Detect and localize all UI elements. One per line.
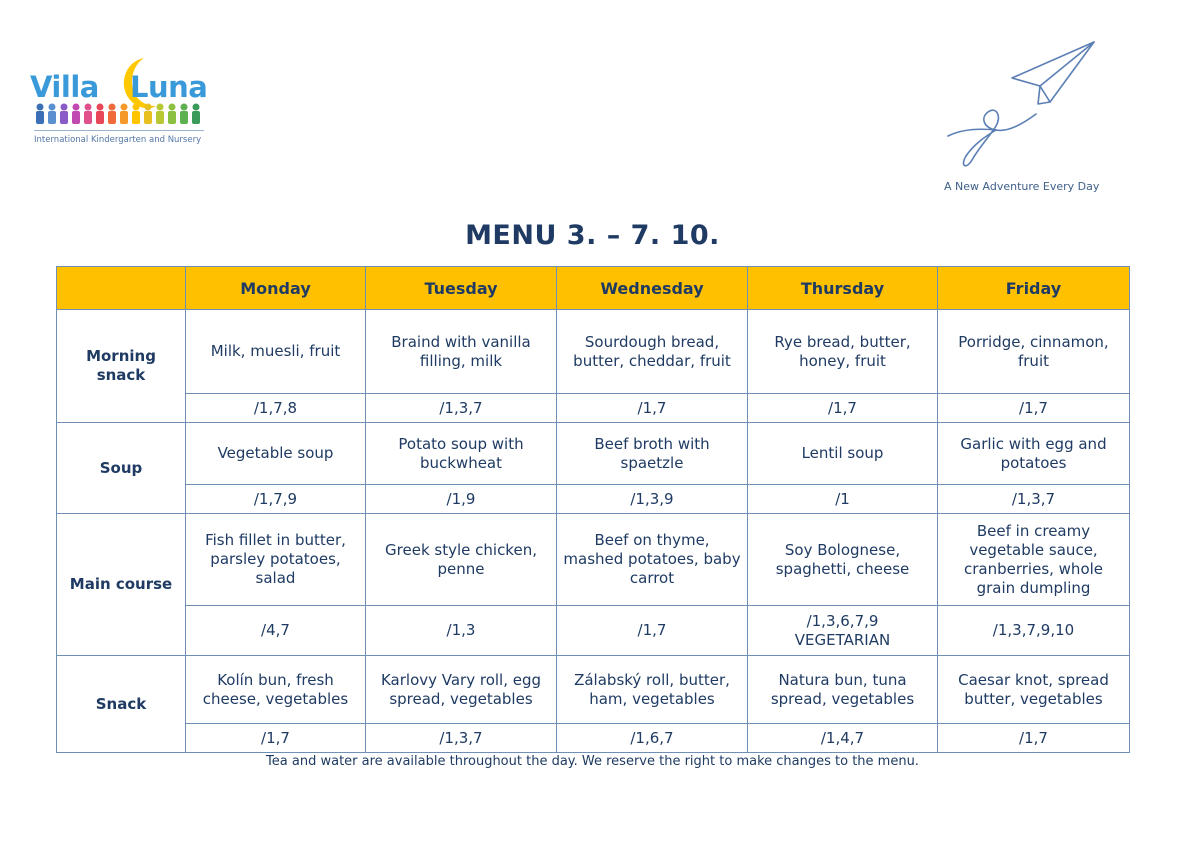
logo-word-villa: Villa [30, 70, 99, 104]
allergen-cell: /1,3 [366, 606, 557, 656]
dish-cell: Kolín bun, fresh cheese, vegetables [186, 656, 366, 724]
allergen-cell: /1,3,7,9,10 [938, 606, 1130, 656]
weekly-menu-table [56, 266, 1130, 753]
dish-cell: Greek style chicken, penne [366, 514, 557, 606]
table-header-row [57, 267, 1130, 310]
allergen-cell: /1,3,7 [366, 394, 557, 423]
allergen-cell: /1,7 [557, 606, 748, 656]
day-header-wednesday: Wednesday [557, 267, 748, 310]
dish-cell: Rye bread, butter, honey, fruit [748, 310, 938, 394]
footnote: Tea and water are available throughout the day. We reserve the right to make changes to the menu. [266, 754, 919, 769]
row-label-main-course: Main course [57, 514, 186, 656]
logo-subtitle: International Kindergarten and Nursery [34, 135, 202, 145]
dish-cell: Braind with vanilla filling, milk [366, 310, 557, 394]
allergen-cell: /1,9 [366, 485, 557, 514]
allergen-cell: /1 [748, 485, 938, 514]
allergen-cell: /1,6,7 [557, 724, 748, 753]
allergen-cell: /1,7,8 [186, 394, 366, 423]
tagline: A New Adventure Every Day [944, 180, 1100, 193]
table-row [57, 514, 1130, 606]
allergen-cell: /1,7 [938, 394, 1130, 423]
corner-cell [57, 267, 186, 310]
day-header-thursday: Thursday [748, 267, 938, 310]
allergen-cell: /4,7 [186, 606, 366, 656]
dish-cell: Natura bun, tuna spread, vegetables [748, 656, 938, 724]
table-row [57, 485, 1130, 514]
allergen-cell: /1,7 [557, 394, 748, 423]
dish-cell: Karlovy Vary roll, egg spread, vegetables [366, 656, 557, 724]
dish-cell: Sourdough bread, butter, cheddar, fruit [557, 310, 748, 394]
logo-divider [34, 130, 204, 131]
row-label-soup: Soup [57, 423, 186, 514]
dish-cell: Soy Bolognese, spaghetti, cheese [748, 514, 938, 606]
dish-cell: Milk, muesli, fruit [186, 310, 366, 394]
allergen-cell: /1,7 [748, 394, 938, 423]
dish-cell: Fish fillet in butter, parsley potatoes, salad [186, 514, 366, 606]
dish-cell: Beef on thyme, mashed potatoes, baby carrot [557, 514, 748, 606]
table-row [57, 310, 1130, 394]
table-row [57, 423, 1130, 485]
allergen-cell: /1,3,6,7,9 VEGETARIAN [748, 606, 938, 656]
dish-cell: Beef broth with spaetzle [557, 423, 748, 485]
children-row-icon [34, 102, 206, 126]
dish-cell: Zálabský roll, butter, ham, vegetables [557, 656, 748, 724]
dish-cell: Porridge, cinnamon, fruit [938, 310, 1130, 394]
allergen-cell: /1,3,7 [366, 724, 557, 753]
allergen-cell: /1,4,7 [748, 724, 938, 753]
dish-cell: Lentil soup [748, 423, 938, 485]
row-label-snack: Snack [57, 656, 186, 753]
allergen-cell: /1,3,9 [557, 485, 748, 514]
day-header-monday: Monday [186, 267, 366, 310]
dish-cell: Caesar knot, spread butter, vegetables [938, 656, 1130, 724]
logo-word-luna: Luna [130, 70, 208, 104]
dish-cell: Beef in creamy vegetable sauce, cranberries, whole grain dumpling [938, 514, 1130, 606]
allergen-cell: /1,7 [186, 724, 366, 753]
table-row [57, 394, 1130, 423]
allergen-cell: /1,3,7 [938, 485, 1130, 514]
page-title: MENU 3. – 7. 10. [465, 220, 720, 251]
dish-cell: Vegetable soup [186, 423, 366, 485]
table-row [57, 656, 1130, 724]
table-row [57, 724, 1130, 753]
day-header-tuesday: Tuesday [366, 267, 557, 310]
paper-plane-icon [940, 36, 1110, 176]
row-label-morning-snack: Morning snack [57, 310, 186, 423]
allergen-cell: /1,7 [938, 724, 1130, 753]
dish-cell: Garlic with egg and potatoes [938, 423, 1130, 485]
dish-cell: Potato soup with buckwheat [366, 423, 557, 485]
table-row [57, 606, 1130, 656]
day-header-friday: Friday [938, 267, 1130, 310]
villa-luna-logo [26, 52, 216, 152]
allergen-cell: /1,7,9 [186, 485, 366, 514]
